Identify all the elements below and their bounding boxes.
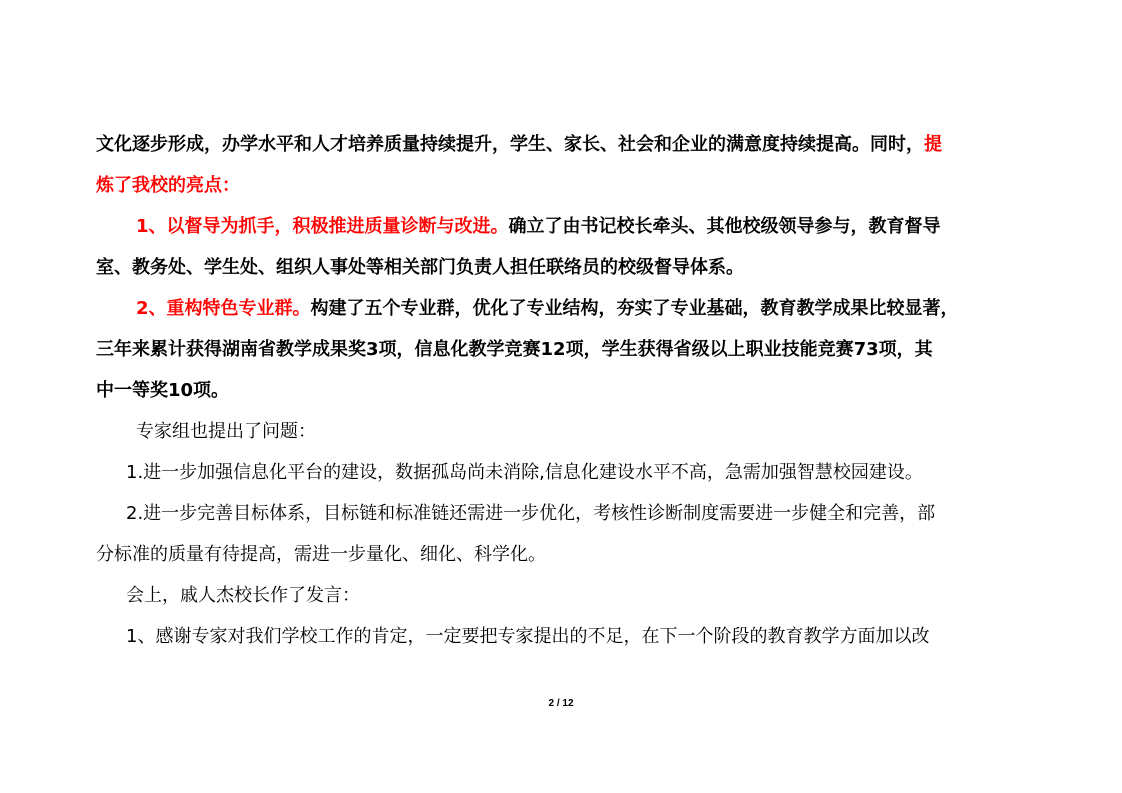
- paragraph-1-text: 文化逐步形成，办学水平和人才培养质量持续提升，学生、家长、社会和企业的满意度持续提高。同时，: [96, 134, 924, 155]
- document-body: [96, 124, 1028, 657]
- speech-point-1: 1、感谢专家对我们学校工作的肯定，一定要把专家提出的不足，在下一个阶段的教育教学方面加以改: [126, 626, 930, 647]
- highlight-point-1-title: 1、以督导为抓手，积极推进质量诊断与改进。: [136, 216, 509, 237]
- highlight-point-1-text: 确立了由书记校长牵头、其他校级领导参与，教育督导: [508, 216, 941, 237]
- page-number: 2 / 12: [548, 698, 574, 709]
- paragraph-3-line-2: 三年来累计获得湖南省教学成果奖3项，信息化教学竞赛12项，学生获得省级以上职业技能竞赛73项，其: [96, 339, 933, 360]
- paragraph-1-highlight: 提: [924, 134, 942, 155]
- paragraph-1-line-2: 炼了我校的亮点：: [96, 175, 240, 196]
- paragraph-1-line-1: [96, 124, 1028, 165]
- issue-2-line-2: 分标准的质量有待提高，需进一步量化、细化、科学化。: [96, 544, 546, 565]
- issue-1: 1.进一步加强信息化平台的建设，数据孤岛尚未消除,信息化建设水平不高，急需加强智慧校园建设。: [126, 462, 923, 483]
- principal-speech-heading: 会上，戚人杰校长作了发言：: [126, 585, 360, 606]
- highlight-point-2-title: 2、重构特色专业群。: [136, 298, 311, 319]
- experts-issues-heading: 专家组也提出了问题：: [136, 421, 316, 442]
- issue-2-line-1: 2.进一步完善目标体系，目标链和标准链还需进一步优化，考核性诊断制度需要进一步健全和完善，部: [126, 503, 936, 524]
- paragraph-2-line-2: 室、教务处、学生处、组织人事处等相关部门负责人担任联络员的校级督导体系。: [96, 257, 744, 278]
- paragraph-3-line-1: [96, 288, 1028, 329]
- highlight-point-2-text: 构建了五个专业群，优化了专业结构，夯实了专业基础，教育教学成果比较显著，: [310, 298, 959, 319]
- paragraph-3-line-3: 中一等奖10项。: [96, 380, 230, 401]
- paragraph-2-line-1: [96, 206, 1028, 247]
